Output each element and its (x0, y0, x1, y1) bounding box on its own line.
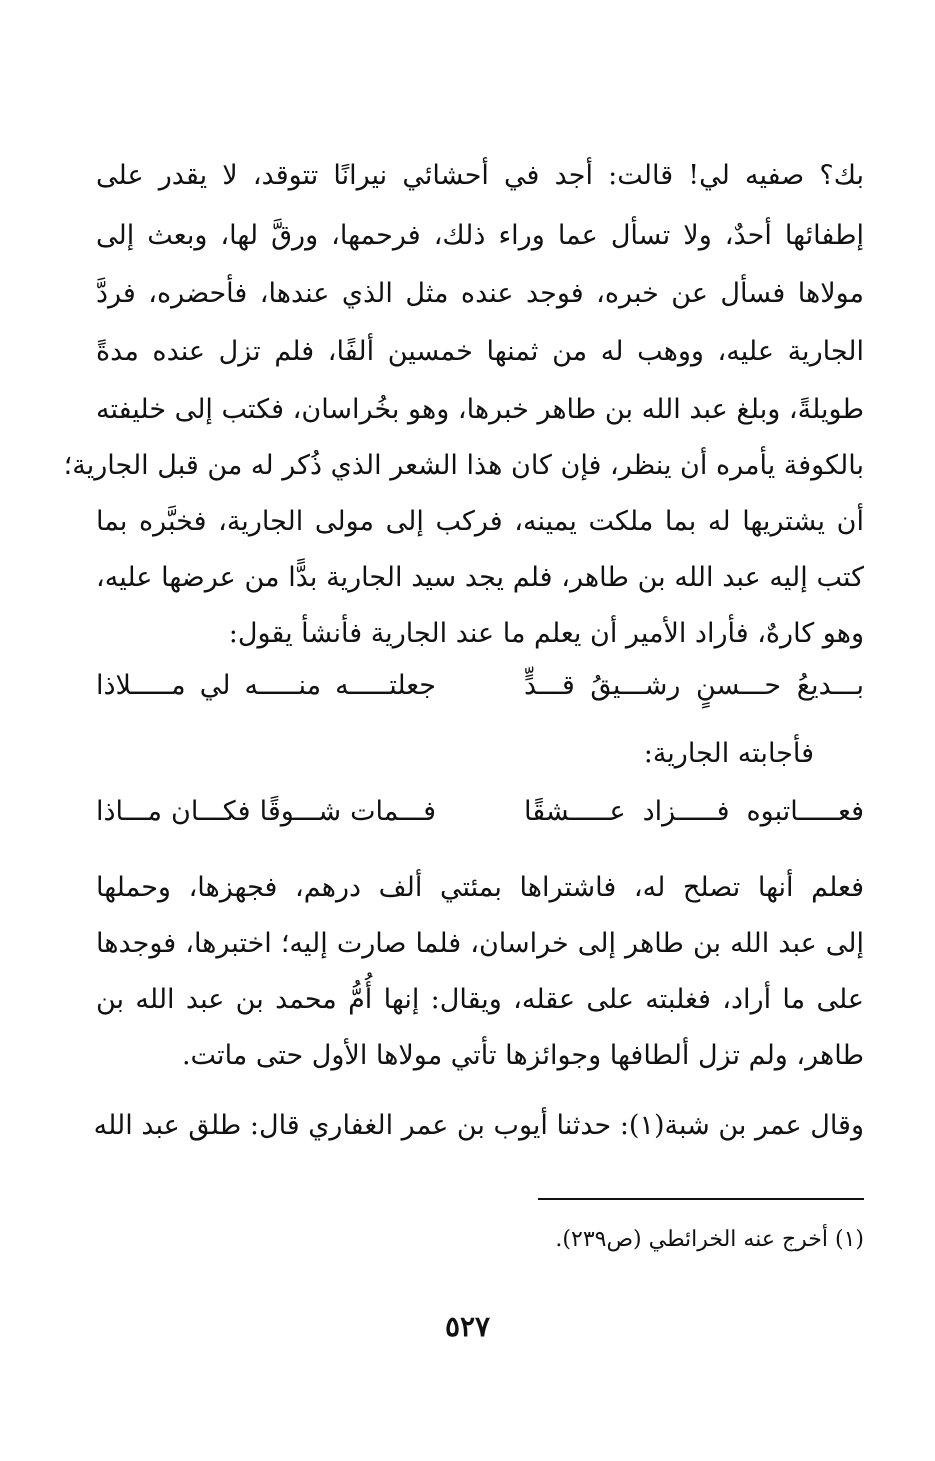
verse-first-hemistich: فعـــــاتبوه فـــــزاد عـــــشقًا (524, 796, 864, 827)
text-line: طويلةً، وبلغ عبد الله بن طاهر خبرها، وهو بخُراسان، فكتب إلى خليفته (96, 394, 864, 425)
page-number: ٥٢٧ (444, 1310, 491, 1343)
text-line: على ما أراد، فغلبته على عقله، ويقال: إنها أُمُّ محمد بن عبد الله بن (96, 984, 864, 1015)
footnote: (١) أخرج عنه الخرائطي (ص٢٣٩). (555, 1227, 864, 1252)
text-line: وقال عمر بن شبة(١): حدثنا أيوب بن عمر الغفاري قال: طلق عبد الله (93, 1110, 864, 1141)
text-line: كتب إليه عبد الله بن طاهر، فلم يجد سيد الجارية بدًّا من عرضها عليه، (96, 562, 864, 593)
footnote-separator (538, 1198, 864, 1200)
poem-verse (96, 656, 864, 716)
text-line: مولاها فسأل عن خبره، فوجد عنده مثل الذي عندها، فأحضره، فردَّ (96, 278, 864, 309)
text-line: فعلم أنها تصلح له، فاشتراها بمئتي ألف درهم، فجهزها، وحملها (96, 872, 864, 903)
text-line: أن يشتريها له بما ملكت يمينه، فركب إلى مولى الجارية، فخبَّره بما (96, 506, 864, 537)
verse-first-hemistich: بـــديعُ حـــسنٍ رشـــيقُ قـــدٍّ (524, 670, 864, 701)
text-line: الجارية عليه، ووهب له من ثمنها خمسين ألفًا، فلم تزل عنده مدةً (96, 336, 864, 367)
poem-verse (96, 782, 864, 842)
text-line: إلى عبد الله بن طاهر إلى خراسان، فلما صارت إليه؛ اختبرها، فوجدها (96, 928, 864, 959)
verse-intro: فأجابته الجارية: (643, 738, 814, 769)
text-line: إطفائها أحدٌ، ولا تسأل عما وراء ذلك، فرحمها، ورقَّ لها، وبعث إلى (96, 220, 864, 251)
text-line: بالكوفة يأمره أن ينظر، فإن كان هذا الشعر الذي ذُكر له من قبل الجارية؛ (63, 450, 864, 481)
text-line: طاهر، ولم تزل ألطافها وجوائزها تأتي مولاها الأول حتى ماتت. (181, 1040, 864, 1071)
text-line: وهو كارهٌ، فأراد الأمير أن يعلم ما عند الجارية فأنشأ يقول: (228, 618, 864, 649)
verse-second-hemistich: فـــمات شـــوقًا فكـــان مـــاذا (96, 796, 436, 827)
text-line: بك؟ صفيه لي! قالت: أجد في أحشائي نيرانًا تتوقد، لا يقدر على (96, 160, 864, 191)
verse-second-hemistich: جعلتـــــه منـــــه لي مـــــلاذا (96, 670, 436, 701)
